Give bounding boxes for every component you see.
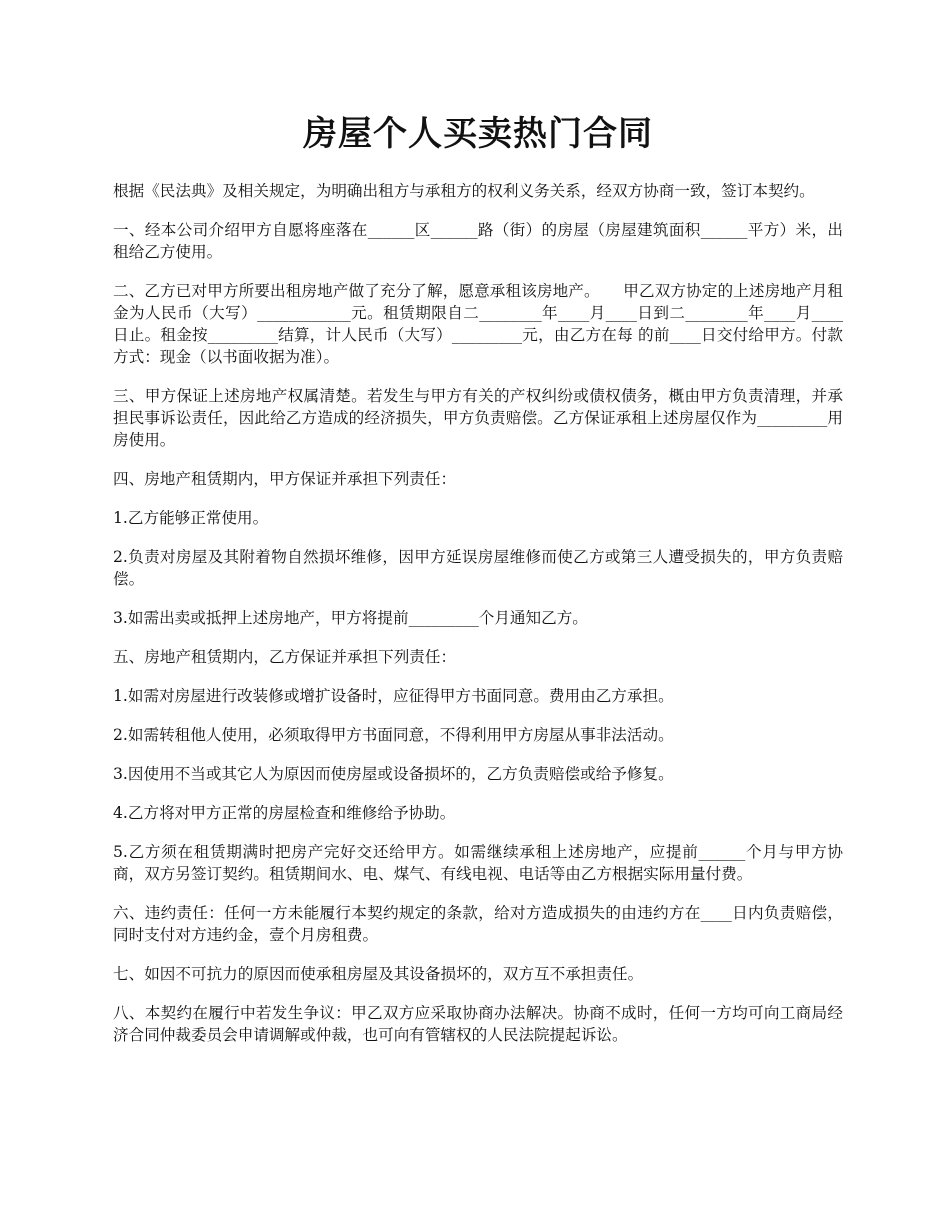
document-title: 房屋个人买卖热门合同 bbox=[303, 114, 653, 154]
paragraph-clause-4: 四、房地产租赁期内，甲方保证并承担下列责任： bbox=[113, 470, 457, 488]
paragraph-clause-8: 八、本契约在履行中若发生争议：甲乙双方应采取协商办法解决。协商不成时，任何一方均可向工商局经济合同仲裁委员会申请调解或仲裁，也可向有管辖权的人民法院提起诉讼。 bbox=[113, 1004, 843, 1044]
paragraph-clause-4-item-3: 3.如需出卖或抵押上述房地产，甲方将提前_________个月通知乙方。 bbox=[113, 609, 588, 627]
paragraph-clause-5-item-5: 5.乙方须在租赁期满时把房产完好交还给甲方。如需继续承租上述房地产，应提前______个月与甲方协商，双方另签订契约。租赁期间水、电、煤气、有线电视、电话等由乙方根据实际用量付费。 bbox=[113, 843, 843, 883]
document-page bbox=[113, 110, 843, 1063]
paragraph-clause-4-item-1: 1.乙方能够正常使用。 bbox=[113, 509, 269, 527]
paragraph-clause-3: 三、甲方保证上述房地产权属清楚。若发生与甲方有关的产权纠纷或债权债务，概由甲方负责清理，并承担民事诉讼责任，因此给乙方造成的经济损失，甲方负责赔偿。乙方保证承租上述房屋仅作为_________用房使用。 bbox=[113, 387, 843, 449]
paragraph-clause-1: 一、经本公司介绍甲方自愿将座落在______区______路（街）的房屋（房屋建筑面积______平方）米，出租给乙方使用。 bbox=[113, 221, 843, 261]
paragraph-preamble: 根据《民法典》及相关规定，为明确出租方与承租方的权利义务关系，经双方协商一致，签订本契约。 bbox=[113, 182, 815, 200]
paragraph-clause-5-item-1: 1.如需对房屋进行改装修或增扩设备时，应征得甲方书面同意。费用由乙方承担。 bbox=[113, 687, 674, 705]
paragraph-clause-5: 五、房地产租赁期内，乙方保证并承担下列责任： bbox=[113, 648, 457, 666]
paragraph-clause-7: 七、如因不可抗力的原因而使承租房屋及其设备损坏的，双方互不承担责任。 bbox=[113, 965, 644, 983]
paragraph-clause-5-item-4: 4.乙方将对甲方正常的房屋检查和维修给予协助。 bbox=[113, 804, 456, 822]
paragraph-clause-4-item-2: 2.负责对房屋及其附着物自然损坏维修，因甲方延误房屋维修而使乙方或第三人遭受损失的，甲方负责赔偿。 bbox=[113, 548, 843, 588]
paragraph-clause-6: 六、违约责任：任何一方未能履行本契约规定的条款，给对方造成损失的由违约方在____日内负责赔偿，同时支付对方违约金，壹个月房租费。 bbox=[113, 904, 843, 944]
paragraph-clause-5-item-3: 3.因使用不当或其它人为原因而使房屋或设备损坏的，乙方负责赔偿或给予修复。 bbox=[113, 765, 674, 783]
paragraph-clause-2: 二、乙方已对甲方所要出租房地产做了充分了解，愿意承租该房地产。 甲乙双方协定的上述房地产月租金为人民币（大写）____________元。租赁期限自二________年____月____日到二________年____月____日止。租金按_________结算，计人民币（大写）_________元，由乙方在每 的前____日交付给甲方。付款方式：现金（以书面收据为准）。 bbox=[113, 282, 843, 366]
paragraph-clause-5-item-2: 2.如需转租他人使用，必须取得甲方书面同意，不得利用甲方房屋从事非法活动。 bbox=[113, 726, 674, 744]
